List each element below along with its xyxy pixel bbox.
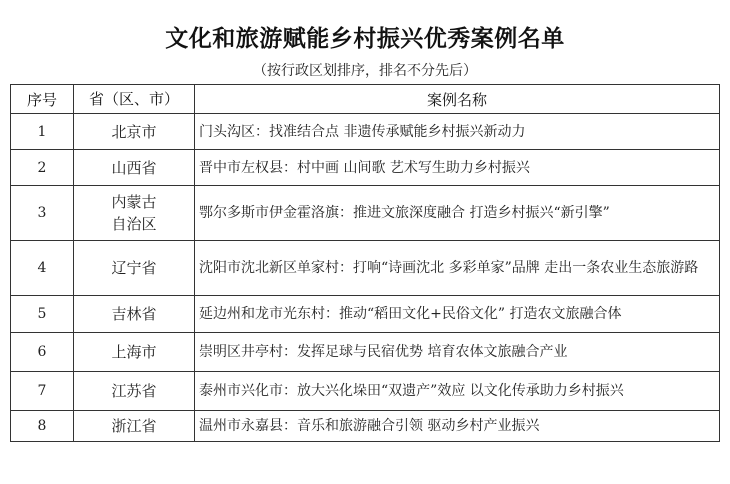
document-subtitle: （按行政区划排序，排名不分先后） [253, 63, 477, 79]
province-line: 自治区 [111, 215, 157, 233]
row-province [74, 114, 195, 150]
table-row [11, 411, 720, 442]
row-no: 6 [11, 333, 74, 372]
row-no: 7 [11, 372, 74, 411]
table-row [11, 241, 720, 296]
row-no: 5 [11, 296, 74, 333]
document-title: 文化和旅游赋能乡村振兴优秀案例名单 [165, 26, 565, 52]
table-row [11, 150, 720, 186]
row-no: 3 [11, 186, 74, 241]
row-province [74, 186, 195, 241]
province-line: 上海市 [111, 343, 157, 361]
table-row [11, 372, 720, 411]
province-line: 山西省 [111, 158, 157, 177]
row-case-name: 晋中市左权县：村中画 山间歌 艺术写生助力乡村振兴 [195, 150, 720, 186]
table-row [11, 296, 720, 333]
province-line: 北京市 [111, 122, 157, 141]
province-line: 吉林省 [111, 305, 157, 323]
row-province [74, 296, 195, 333]
row-province [74, 372, 195, 411]
row-no: 8 [11, 411, 74, 442]
header-case-name: 案例名称 [195, 85, 720, 114]
row-case-name: 鄂尔多斯市伊金霍洛旗：推进文旅深度融合 打造乡村振兴“新引擎” [195, 186, 720, 241]
province-line: 辽宁省 [111, 259, 157, 277]
row-case-name: 延边州和龙市光东村：推动“稻田文化+民俗文化” 打造农文旅融合体 [195, 296, 720, 333]
row-no: 1 [11, 114, 74, 150]
province-line: 江苏省 [111, 382, 157, 400]
row-province [74, 241, 195, 296]
header-no: 序号 [11, 85, 74, 114]
province-line: 内蒙古 [111, 193, 157, 211]
row-no: 2 [11, 150, 74, 186]
row-province [74, 150, 195, 186]
table-row [11, 186, 720, 241]
row-case-name: 泰州市兴化市：放大兴化垛田“双遗产”效应 以文化传承助力乡村振兴 [195, 372, 720, 411]
table-row [11, 333, 720, 372]
row-province [74, 333, 195, 372]
row-province [74, 411, 195, 442]
case-list-table [10, 84, 720, 442]
table-row [11, 114, 720, 150]
row-case-name: 温州市永嘉县：音乐和旅游融合引领 驱动乡村产业振兴 [195, 411, 720, 442]
row-case-name: 崇明区井亭村：发挥足球与民宿优势 培育农体文旅融合产业 [195, 333, 720, 372]
province-line: 浙江省 [111, 417, 157, 435]
table-header-row [11, 85, 720, 114]
row-case-name: 沈阳市沈北新区单家村：打响“诗画沈北 多彩单家”品牌 走出一条农业生态旅游路 [195, 241, 720, 296]
row-case-name: 门头沟区：找准结合点 非遗传承赋能乡村振兴新动力 [195, 114, 720, 150]
row-no: 4 [11, 241, 74, 296]
header-province: 省（区、市） [74, 85, 195, 114]
